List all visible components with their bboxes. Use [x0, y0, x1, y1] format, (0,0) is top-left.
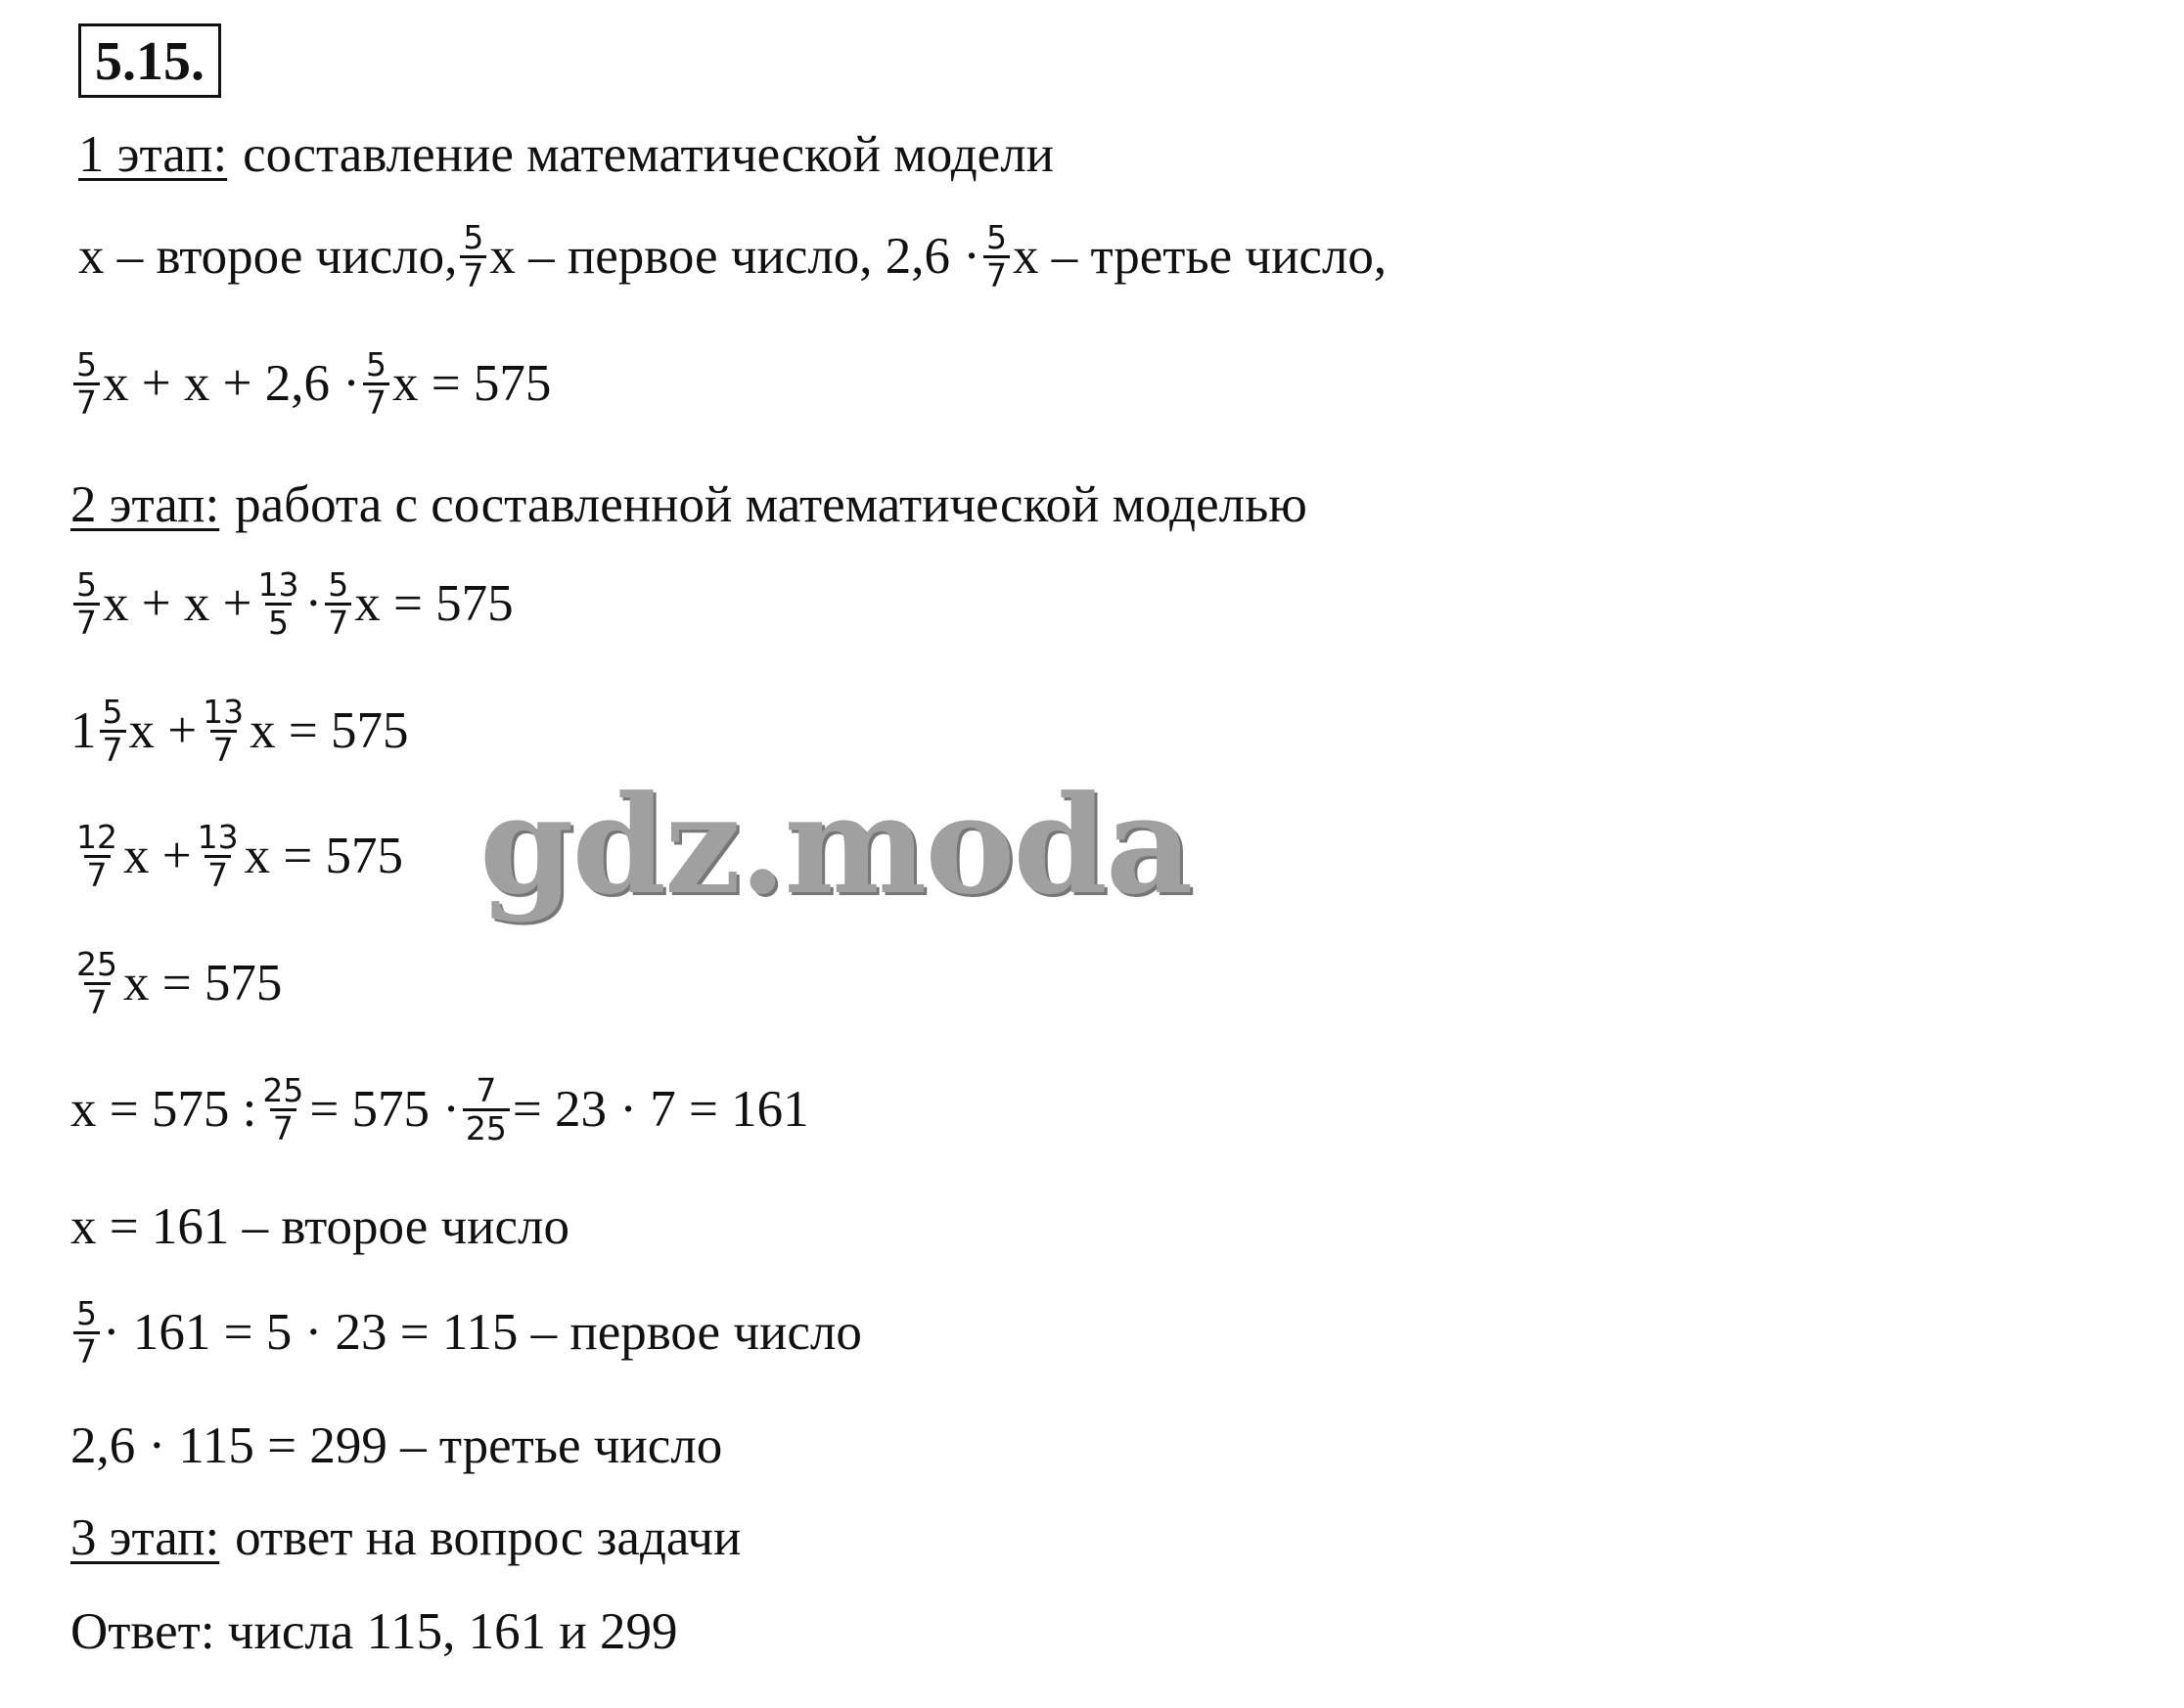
fraction-numerator: 12: [76, 818, 117, 856]
eq8-text-1: · 161 = 5 · 23 = 115 – первое число: [103, 1303, 862, 1361]
fraction: [259, 1073, 306, 1146]
fraction-denominator: 7: [363, 382, 389, 421]
model-text-1: x – второе число,: [78, 227, 458, 285]
equation-2: [70, 567, 514, 640]
stage3-label: 3 этап:: [70, 1509, 220, 1566]
answer-text: Ответ: числа 115, 161 и 299: [70, 1603, 678, 1660]
fraction-numerator: 5: [76, 345, 97, 383]
equation-6: [70, 1073, 809, 1146]
fraction-denominator: 7: [205, 855, 231, 893]
eq4-text-1: x +: [123, 827, 192, 884]
fraction: [100, 695, 126, 767]
fraction-denominator: 7: [210, 730, 237, 768]
fraction-denominator: 7: [73, 603, 100, 641]
equation-4: [70, 820, 403, 892]
fraction: [73, 947, 120, 1019]
stage1-heading: [78, 126, 1055, 183]
model-text-3: x – третье число,: [1012, 227, 1388, 285]
fraction: [73, 347, 100, 420]
stage3-heading: [70, 1509, 742, 1566]
fraction-numerator: 13: [257, 565, 299, 604]
answer-line: [70, 1603, 678, 1660]
fraction-denominator: 25: [463, 1108, 510, 1146]
eq1-text-1: x + x + 2,6 ·: [103, 354, 360, 412]
fraction-numerator: 5: [328, 565, 349, 604]
eq5-text-1: x = 575: [123, 954, 283, 1011]
fraction-numerator: 5: [985, 218, 1007, 256]
fraction-denominator: 7: [460, 255, 486, 293]
stage2-label: 2 этап:: [70, 476, 220, 533]
equation-3: [70, 695, 409, 767]
eq1-text-2: x = 575: [391, 354, 552, 412]
eq7-text: x = 161 – второе число: [70, 1198, 569, 1255]
equation-1: [70, 347, 551, 420]
fraction-denominator: 7: [270, 1108, 296, 1146]
eq3-text-2: x = 575: [250, 701, 409, 759]
eq2-dot: ·: [304, 574, 323, 632]
fraction-denominator: 7: [84, 982, 111, 1020]
model-line: [78, 220, 1387, 292]
stage1-text: составление математической модели: [243, 126, 1055, 183]
eq4-text-2: x = 575: [244, 827, 404, 884]
fraction: [983, 220, 1010, 292]
fraction-denominator: 7: [100, 730, 126, 768]
stage2-heading: [70, 476, 1307, 533]
mixed-whole: 1: [70, 701, 97, 759]
fraction-numerator: 13: [197, 818, 239, 856]
fraction: [325, 567, 351, 640]
equation-9: [70, 1417, 723, 1474]
problem-number: 5.15.: [78, 23, 221, 98]
eq9-text: 2,6 · 115 = 299 – третье число: [70, 1417, 723, 1474]
fraction-numerator: 13: [203, 693, 245, 731]
fraction-numerator: 25: [76, 945, 117, 983]
eq6-text-3: = 23 · 7 = 161: [512, 1080, 809, 1138]
fraction: [463, 1073, 510, 1146]
fraction-denominator: 7: [84, 855, 111, 893]
eq6-text-2: = 575 ·: [309, 1080, 460, 1138]
mixed-number: [70, 695, 129, 767]
stage1-label: 1 этап:: [78, 126, 228, 183]
stage2-text: работа с составленной математической моделью: [235, 476, 1307, 533]
fraction: [200, 695, 247, 767]
stage3-text: ответ на вопрос задачи: [235, 1509, 742, 1566]
equation-8: [70, 1296, 862, 1369]
fraction: [460, 220, 486, 292]
fraction: [73, 820, 120, 892]
fraction: [195, 820, 242, 892]
fraction-numerator: 5: [463, 218, 484, 256]
fraction: [73, 567, 100, 640]
eq3-text-1: x +: [128, 701, 198, 759]
fraction-denominator: 5: [265, 603, 292, 641]
model-text-2: x – первое число, 2,6 ·: [489, 227, 980, 285]
fraction-numerator: 5: [365, 345, 387, 383]
fraction: [255, 567, 302, 640]
watermark: gdz.moda: [479, 765, 1192, 924]
eq2-text-2: x = 575: [354, 574, 514, 632]
fraction-numerator: 5: [76, 1294, 97, 1332]
fraction-denominator: 7: [325, 603, 351, 641]
eq2-text-1: x + x +: [103, 574, 252, 632]
fraction-numerator: 5: [76, 565, 97, 604]
fraction: [73, 1296, 100, 1369]
eq6-text-1: x = 575 :: [70, 1080, 257, 1138]
fraction-numerator: 7: [476, 1071, 497, 1109]
fraction: [363, 347, 389, 420]
fraction-denominator: 7: [73, 1331, 100, 1370]
fraction-denominator: 7: [73, 382, 100, 421]
fraction-denominator: 7: [983, 255, 1010, 293]
fraction-numerator: 5: [102, 693, 123, 731]
fraction-numerator: 25: [262, 1071, 304, 1109]
equation-7: [70, 1198, 569, 1255]
equation-5: [70, 947, 282, 1019]
